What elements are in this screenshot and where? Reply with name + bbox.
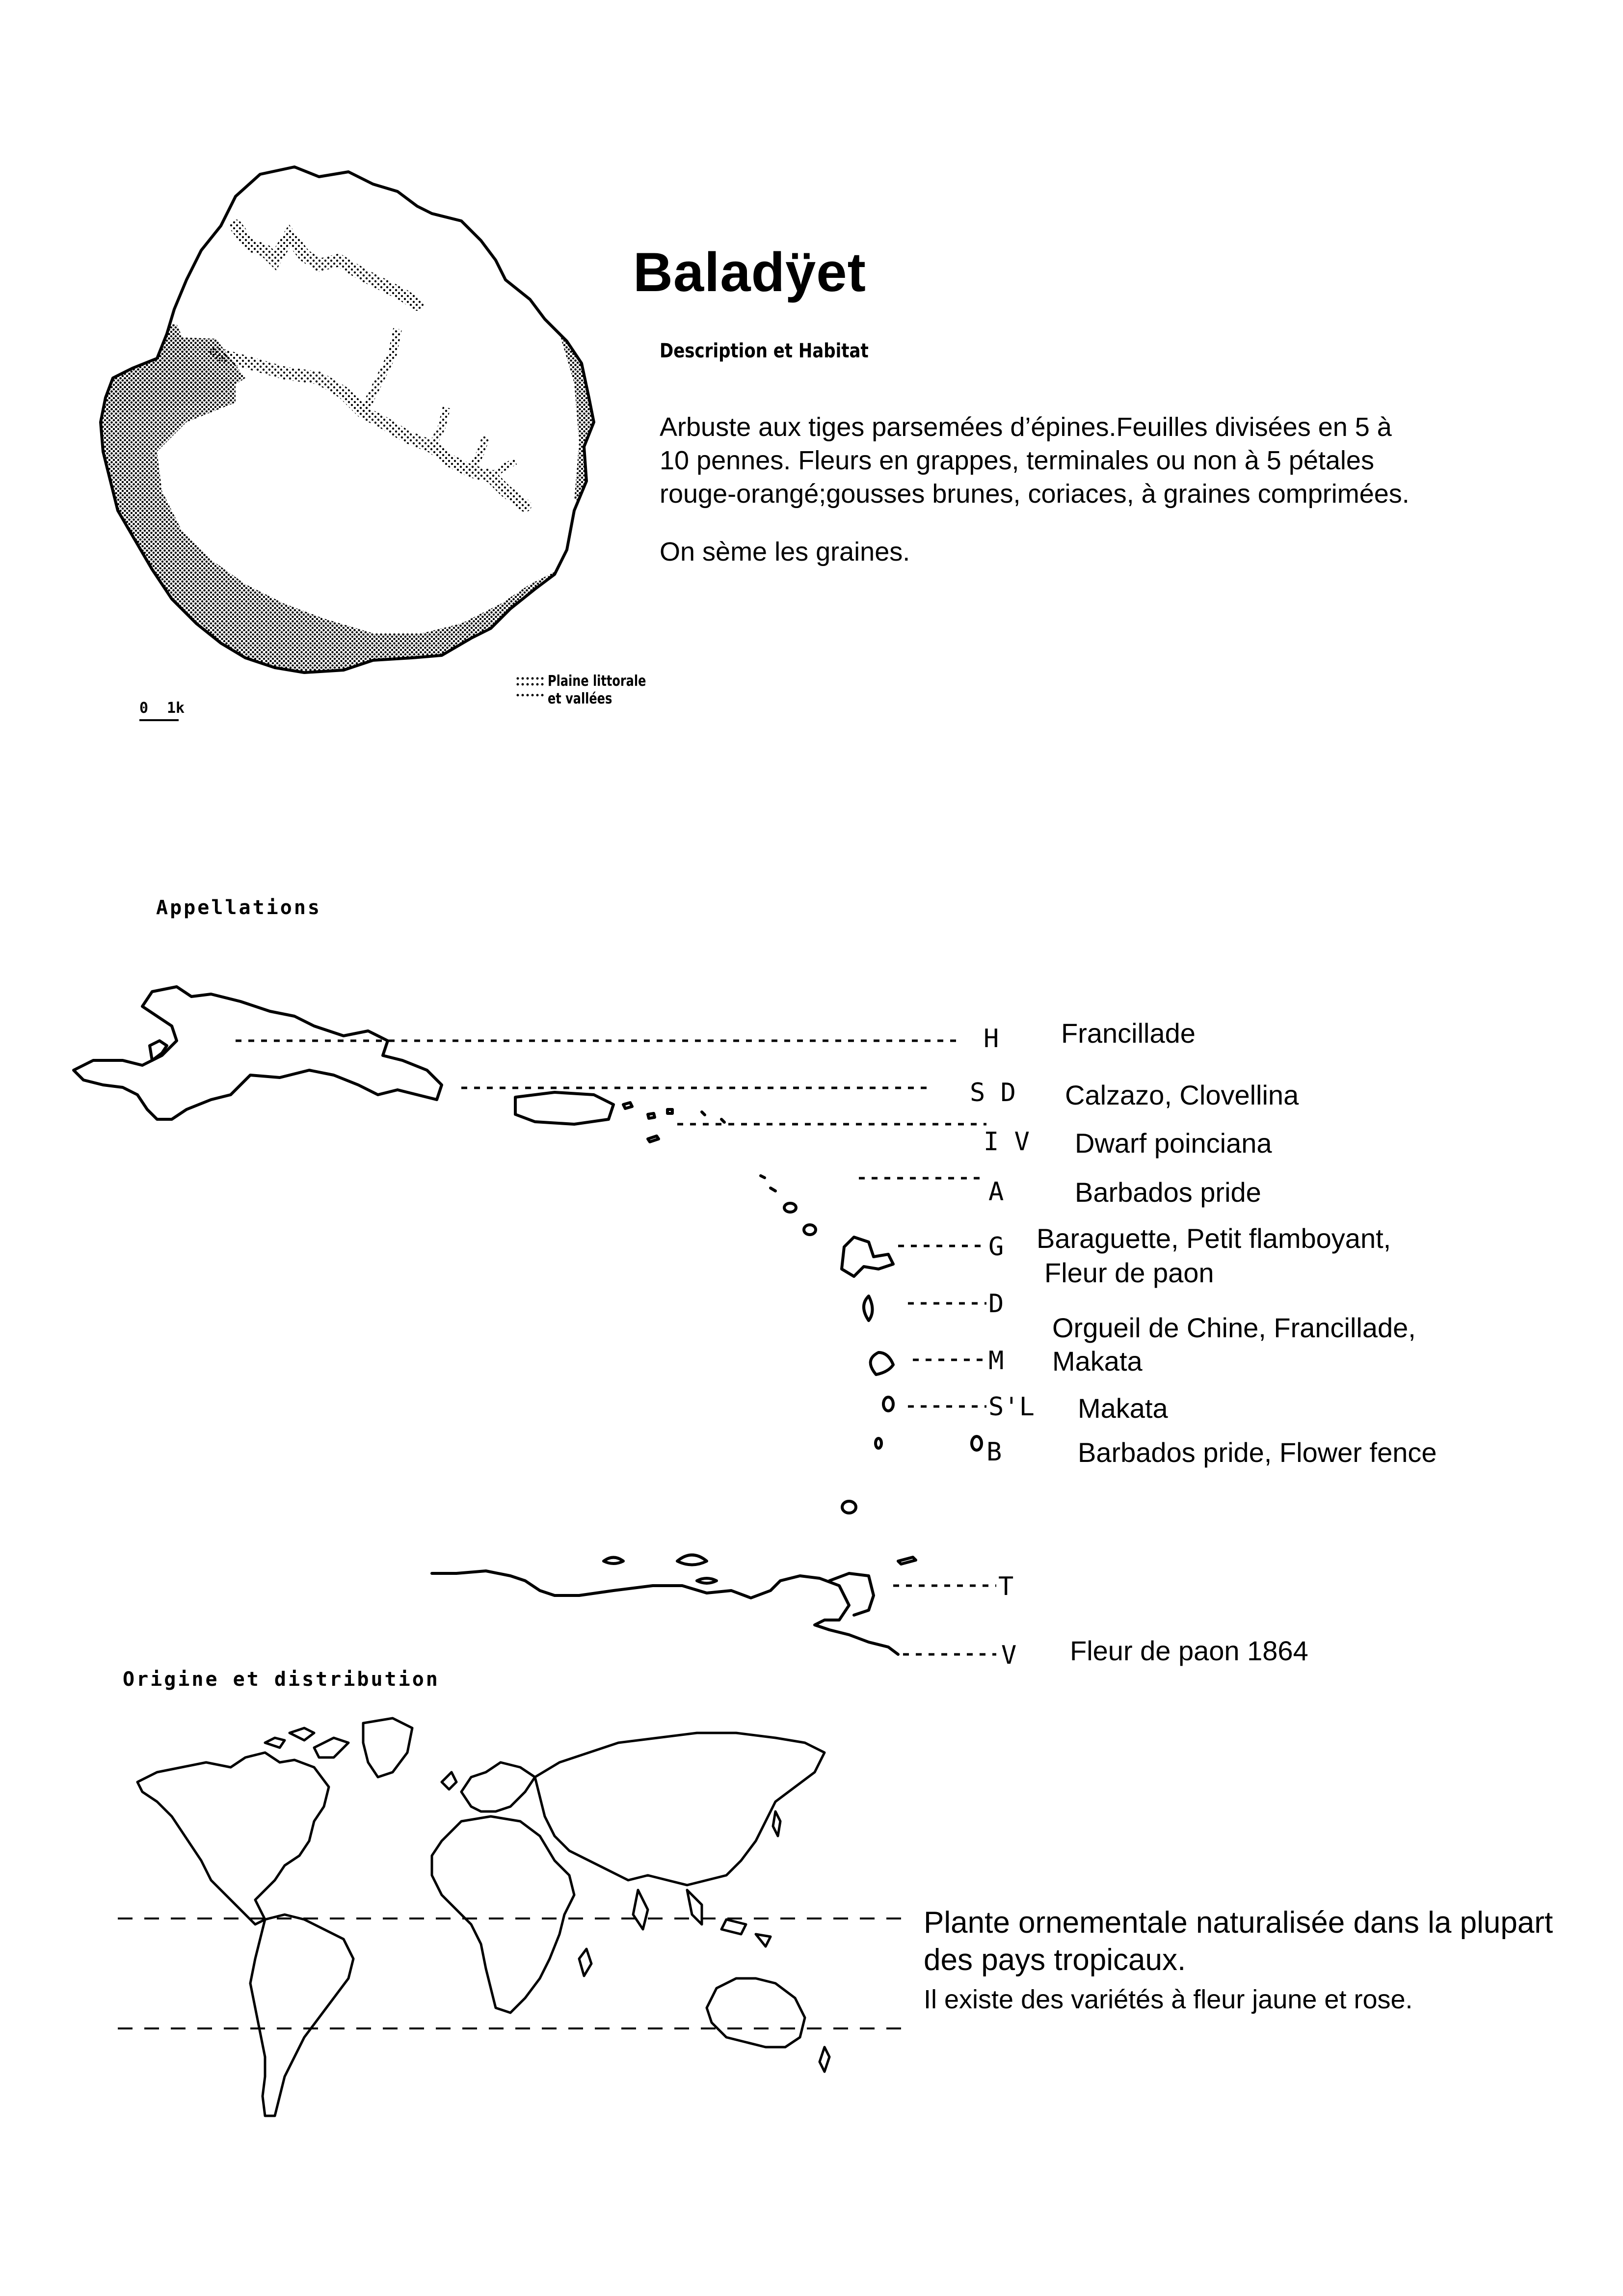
appellation-code: H — [984, 1024, 999, 1053]
appellation-code: V — [1001, 1641, 1017, 1670]
legend-line-1: Plaine littorale — [548, 673, 646, 690]
scale-line — [139, 719, 179, 721]
island-map — [88, 147, 618, 707]
distribution-line-1: Plante ornementale naturalisée dans la plupart — [924, 1906, 1553, 1940]
appellation-name: Orgueil de Chine, Francillade, — [1052, 1312, 1416, 1343]
description-block — [660, 410, 1425, 593]
scale-zero: 0 — [139, 700, 149, 717]
appellation-code: M — [988, 1346, 1004, 1376]
appellation-name-cont: Makata — [1052, 1346, 1143, 1377]
appellation-code: S D — [970, 1078, 1016, 1107]
appellation-code: B — [986, 1437, 1002, 1467]
appellation-name: Francillade — [1061, 1018, 1196, 1049]
appellation-code: T — [998, 1572, 1014, 1601]
appellation-name: Barbados pride, Flower fence — [1078, 1437, 1437, 1468]
appellations-heading: Appellations — [156, 896, 321, 919]
appellation-name: Fleur de paon 1864 — [1070, 1635, 1308, 1666]
distribution-line-2: des pays tropicaux. — [924, 1943, 1186, 1977]
appellation-name: Baraguette, Petit flamboyant, — [1037, 1223, 1391, 1254]
appellation-name: Makata — [1078, 1393, 1168, 1424]
appellation-name: Calzazo, Clovellina — [1065, 1080, 1299, 1110]
description-paragraph-1: Arbuste aux tiges parsemées d’épines.Feuilles divisées en 5 à 10 pennes. Fleurs en grappes, terminales ou non à 5 pétales rouge-orangé;gousses brunes, coriaces, à graines comprimées. — [660, 412, 1410, 509]
world-map — [118, 1713, 923, 2135]
appellation-name: Barbados pride — [1075, 1177, 1261, 1208]
scale-bar — [137, 700, 196, 734]
appellation-code: G — [988, 1232, 1004, 1262]
island-map-legend — [515, 673, 712, 712]
appellation-code: A — [988, 1177, 1004, 1207]
appellation-code: D — [988, 1289, 1004, 1319]
description-paragraph-2: On sème les graines. — [660, 537, 910, 567]
appellation-code: I V — [984, 1127, 1030, 1157]
appellation-name-cont: Fleur de paon — [1044, 1257, 1214, 1288]
page-title: Baladÿet — [633, 242, 866, 303]
legend-line-2: et vallées — [548, 690, 612, 707]
appellation-code: S'L — [988, 1392, 1035, 1422]
distribution-heading: Origine et distribution — [123, 1668, 440, 1691]
appellation-name: Dwarf poinciana — [1075, 1128, 1272, 1159]
caribbean-map — [64, 972, 1045, 1689]
distribution-note: Il existe des variétés à fleur jaune et rose. — [924, 1985, 1413, 2014]
scale-one-km: 1k — [167, 700, 185, 717]
description-heading: Description et Habitat — [660, 340, 869, 362]
